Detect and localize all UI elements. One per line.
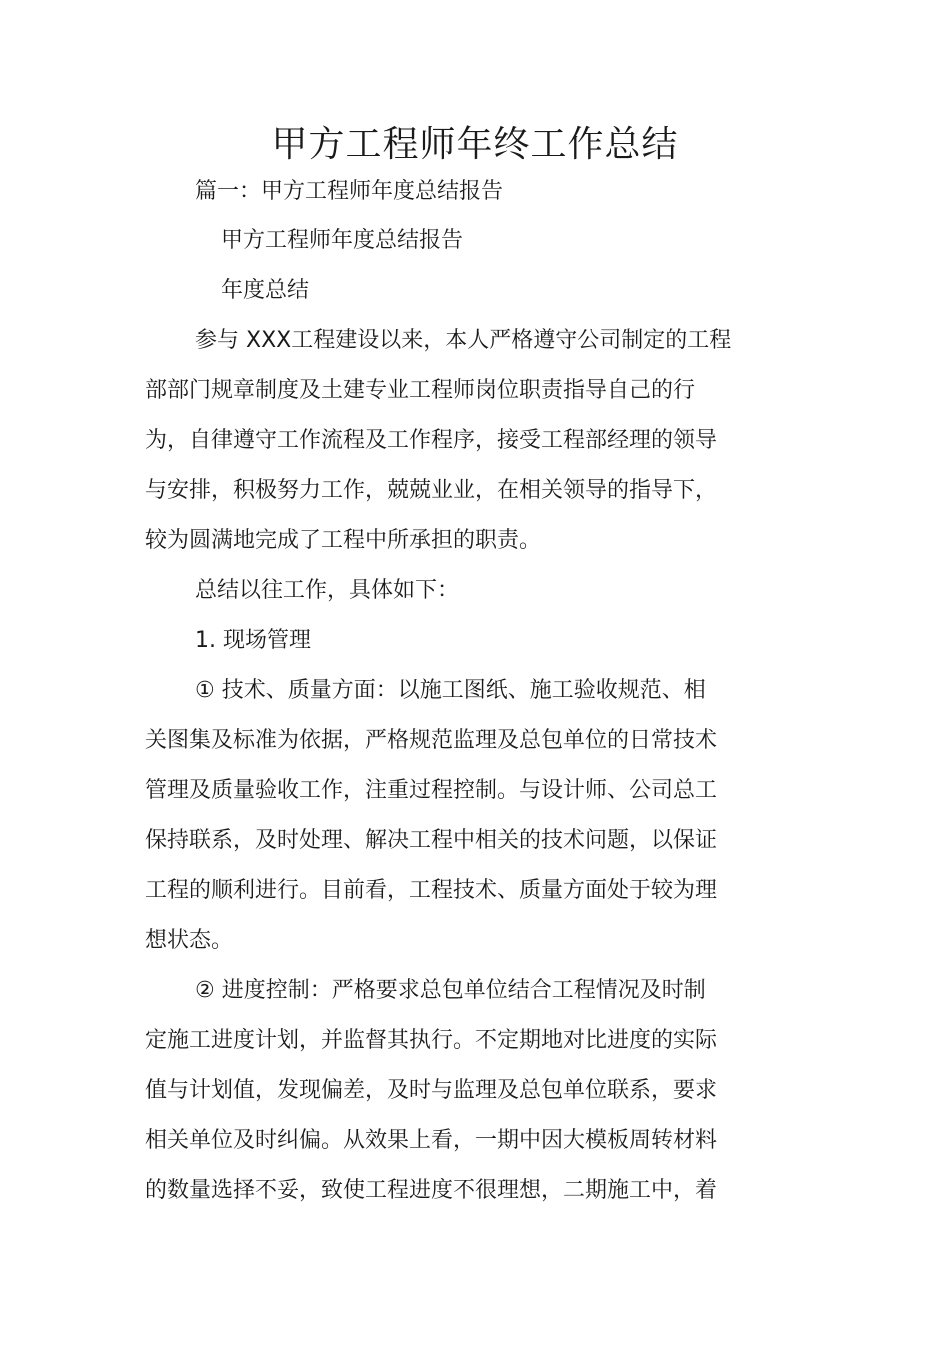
paragraph-line: 管理及质量验收工作，注重过程控制。与设计师、公司总工 (145, 778, 718, 803)
paragraph-line: 保持联系，及时处理、解决工程中相关的技术问题，以保证 (145, 828, 718, 853)
paragraph-line: ② 进度控制：严格要求总包单位结合工程情况及时制 (195, 978, 706, 1003)
paragraph-line: 参与 XXX工程建设以来，本人严格遵守公司制定的工程 (195, 328, 732, 353)
section-annual-summary: 年度总结 (221, 278, 310, 303)
paragraph-line: 部部门规章制度及土建专业工程师岗位职责指导自己的行 (145, 378, 696, 403)
paragraph-line: 工程的顺利进行。目前看，工程技术、质量方面处于较为理 (145, 878, 718, 903)
paragraph-line: 为，自律遵守工作流程及工作程序，接受工程部经理的领导 (145, 428, 718, 453)
paragraph-line: 较为圆满地完成了工程中所承担的职责。 (145, 528, 542, 553)
document-title: 甲方工程师年终工作总结 (271, 124, 679, 165)
paragraph-line: 关图集及标准为依据，严格规范监理及总包单位的日常技术 (145, 728, 718, 753)
paragraph-line: ① 技术、质量方面：以施工图纸、施工验收规范、相 (195, 678, 706, 703)
heading-part-one: 篇一：甲方工程师年度总结报告 (195, 179, 504, 204)
paragraph-line: 定施工进度计划，并监督其执行。不定期地对比进度的实际 (145, 1028, 718, 1053)
report-subtitle: 甲方工程师年度总结报告 (221, 228, 464, 253)
paragraph-line: 总结以往工作，具体如下： (195, 578, 460, 603)
paragraph-line: 与安排，积极努力工作，兢兢业业，在相关领导的指导下， (145, 478, 718, 503)
section-heading-site-management: 1. 现场管理 (195, 628, 311, 653)
paragraph-line: 相关单位及时纠偏。从效果上看，一期中因大模板周转材料 (145, 1128, 718, 1153)
paragraph-line: 想状态。 (145, 928, 234, 953)
paragraph-line: 值与计划值，发现偏差，及时与监理及总包单位联系，要求 (145, 1078, 718, 1103)
paragraph-line: 的数量选择不妥，致使工程进度不很理想，二期施工中，着 (145, 1178, 718, 1203)
